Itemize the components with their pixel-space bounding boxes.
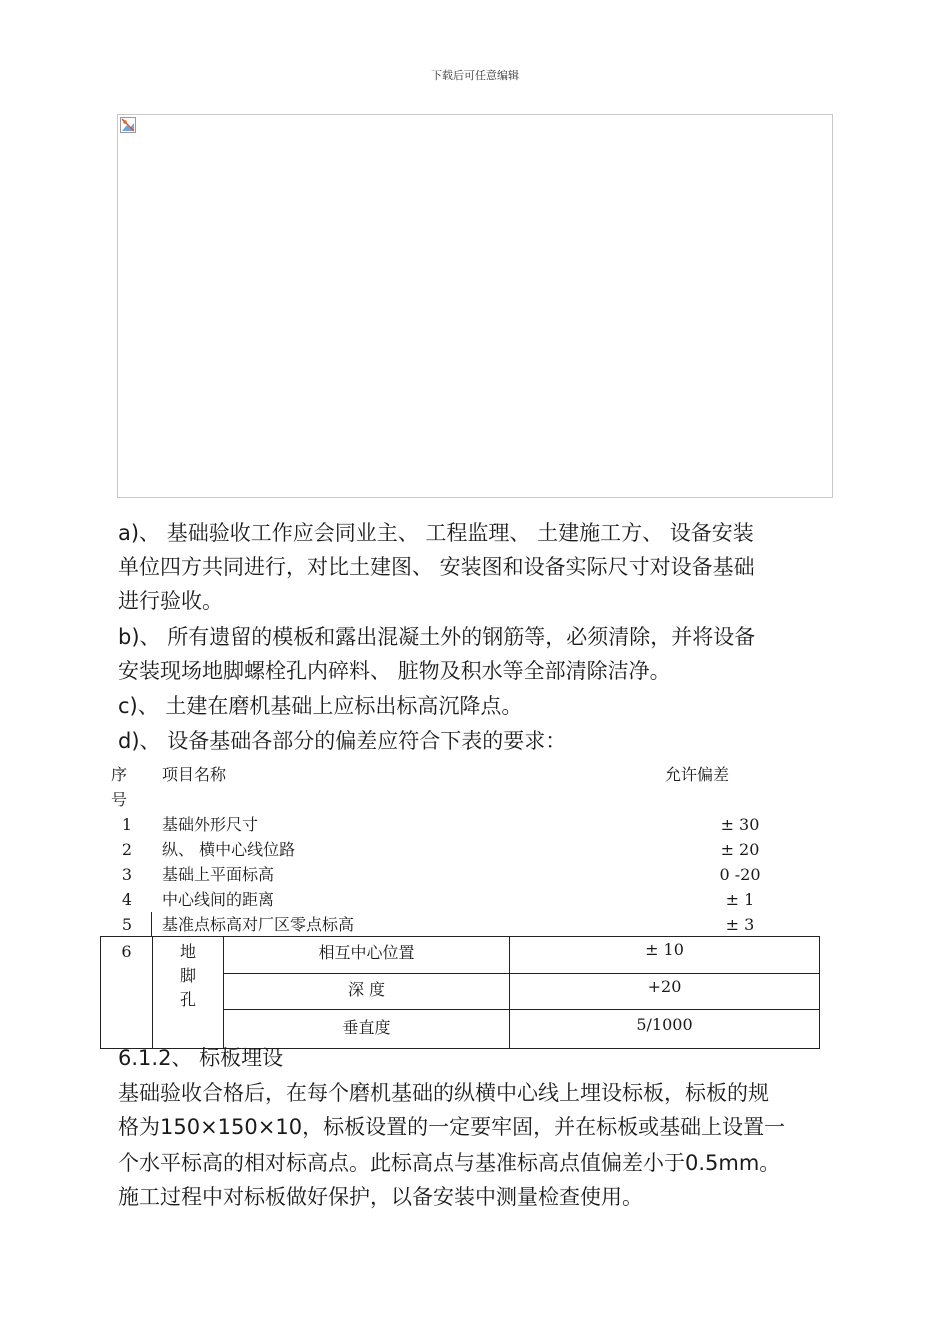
table-row-name: 中心线间的距离 (162, 890, 275, 909)
sub-item-name: 垂直度 (224, 1010, 510, 1049)
section-paragraph-line-1: 基础验收合格后，在每个磨机基础的纵横中心线上埋设标板，标板的规 (118, 1081, 769, 1105)
section-paragraph-line-3: 个水平标高的相对标高点。此标高点与基准标高点值偏差小于0.5mm。 (118, 1151, 781, 1175)
table-header-name: 项目名称 (162, 765, 227, 784)
page-header: 下载后可任意编辑 (431, 69, 519, 82)
paragraph-a-line-1: a)、 基础验收工作应会同业主、 工程监理、 土建施工方、 设备安装 (118, 521, 754, 545)
group-label-char: 孔 (179, 990, 196, 1009)
image-placeholder (117, 114, 833, 498)
table-row-name: 基准点标高对厂区零点标高 (162, 915, 355, 934)
group-label-char: 地 (179, 942, 196, 961)
table-row-no: 6 (101, 937, 153, 1049)
table-row-name: 基础外形尺寸 (162, 815, 259, 834)
section-paragraph-line-4: 施工过程中对标板做好保护，以备安装中测量检查使用。 (118, 1185, 643, 1209)
table-row-deviation: ± 30 (720, 815, 760, 834)
paragraph-b-line-1: b)、 所有遗留的模板和露出混凝土外的钢筋等，必须清除，并将设备 (118, 625, 756, 649)
sub-item-deviation: ± 10 (510, 937, 820, 974)
table-row-no: 1 (121, 815, 133, 834)
section-paragraph-line-2: 格为150×150×10，标板设置的一定要牢固，并在标板或基础上设置一 (118, 1115, 786, 1139)
table-row-no: 5 (121, 915, 133, 934)
paragraph-a-line-3: 进行验收。 (118, 589, 223, 613)
paragraph-d-line-1: d)、 设备基础各部分的偏差应符合下表的要求： (118, 729, 567, 753)
table-row-no: 4 (121, 890, 133, 909)
table-header-no-1: 序 (110, 765, 127, 784)
table-divider (151, 912, 152, 937)
paragraph-c-line-1: c)、 土建在磨机基础上应标出标高沉降点。 (118, 694, 523, 718)
sub-item-name: 相互中心位置 (224, 937, 510, 974)
section-heading: 6.1.2、 标板埋设 (118, 1046, 284, 1070)
table-row-deviation: ± 1 (725, 890, 755, 909)
sub-item-name: 深 度 (224, 973, 510, 1010)
paragraph-a-line-2: 单位四方共同进行，对比土建图、 安装图和设备实际尺寸对设备基础 (118, 555, 755, 579)
paragraph-b-line-2: 安装现场地脚螺栓孔内碎料、 脏物及积水等全部清除洁净。 (118, 659, 671, 683)
sub-item-deviation: +20 (510, 973, 820, 1010)
anchor-hole-group-label (153, 937, 224, 1049)
broken-image-icon (120, 117, 136, 133)
table-row-deviation: ± 3 (725, 915, 755, 934)
table-row-name: 基础上平面标高 (162, 865, 275, 884)
sub-item-deviation: 5/1000 (510, 1010, 820, 1049)
table-header-deviation: 允许偏差 (665, 765, 730, 784)
table-header-no-2: 号 (110, 790, 127, 809)
table-row-deviation: ± 20 (720, 840, 760, 859)
table-row-no: 3 (121, 865, 133, 884)
anchor-hole-table (100, 936, 820, 1049)
table-row-no: 2 (121, 840, 133, 859)
table-row-name: 纵、 横中心线位路 (162, 840, 296, 859)
table-row-deviation: 0 -20 (719, 865, 761, 884)
group-label-char: 脚 (179, 966, 196, 985)
